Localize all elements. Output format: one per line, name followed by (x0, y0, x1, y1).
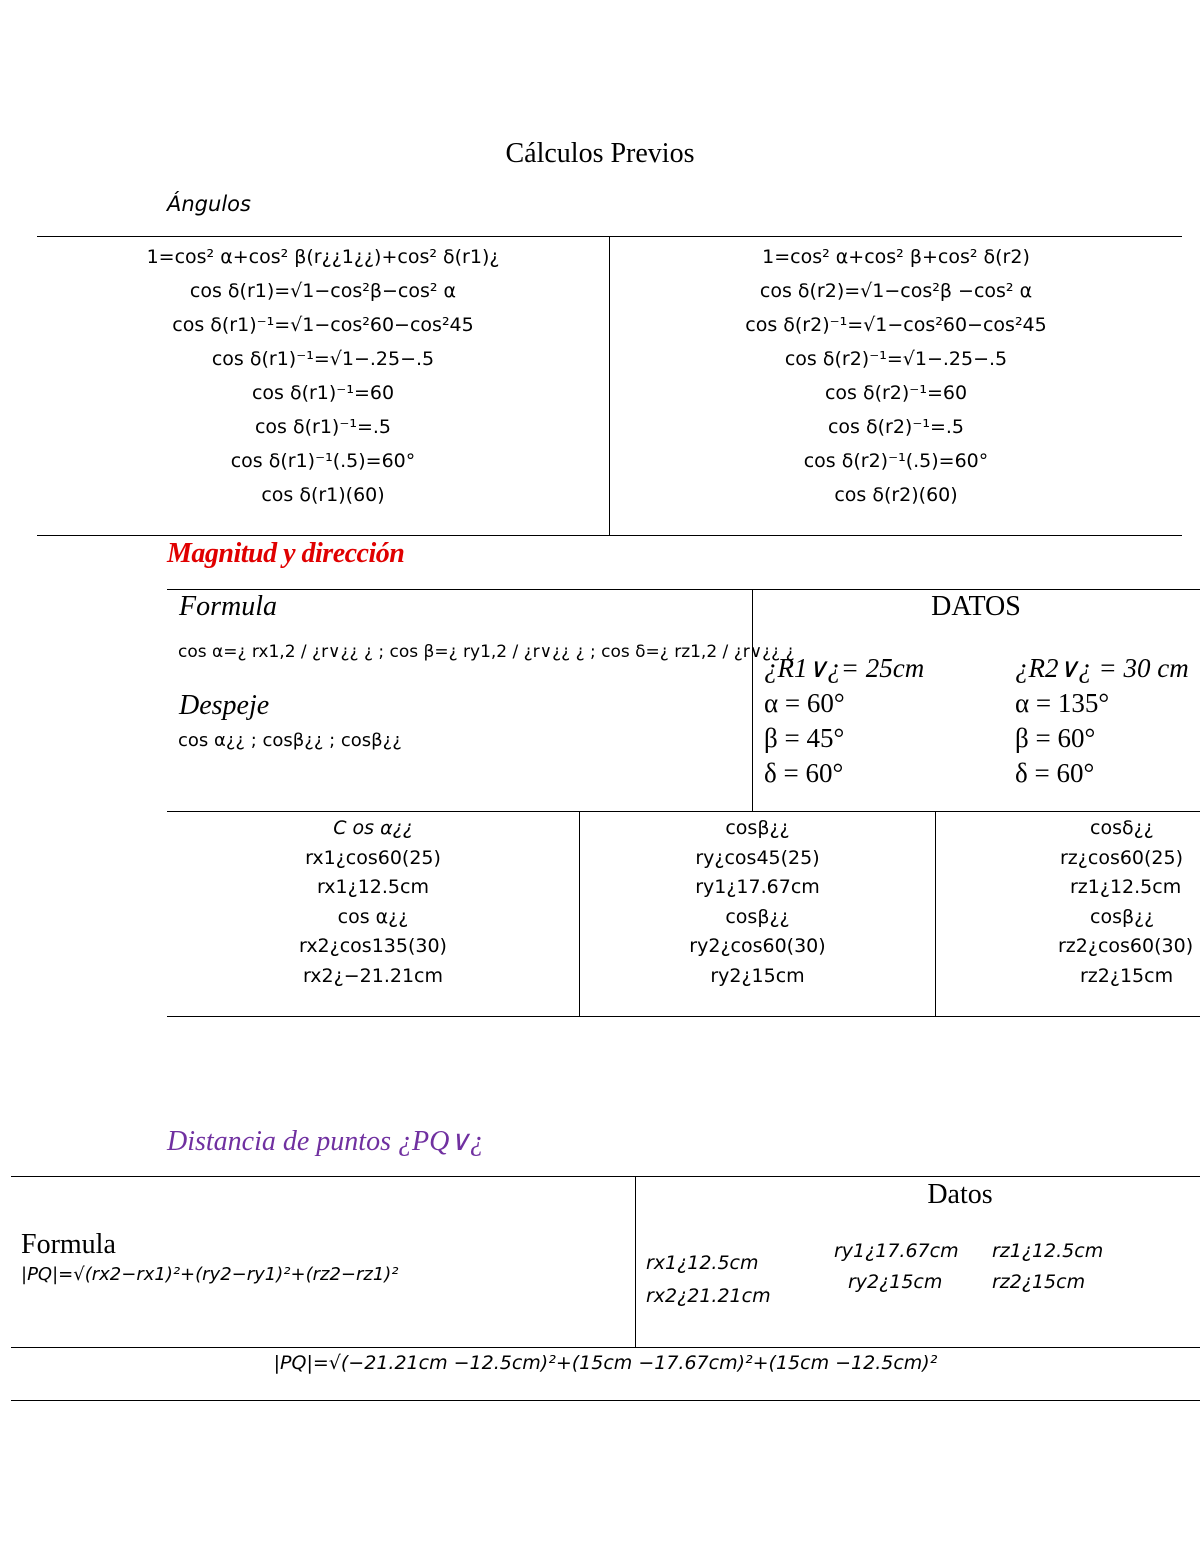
r2-magnitude: ¿R2∨¿ = 30 cm (1015, 653, 1189, 683)
dist-y1: ry1¿17.67cm (834, 1240, 959, 1262)
angle-eq-5: cos δ(r2)⁻¹=60 (824, 382, 968, 404)
angle-eq-2: cos δ(r2)=√1−cos²β −cos² α (759, 280, 1033, 302)
dist-datos-y (834, 1236, 959, 1298)
magnitud-table-top-rule (167, 589, 1200, 590)
z-line-6: rz2¿15cm (1080, 964, 1174, 987)
components-table-bottom-rule (167, 1016, 1200, 1017)
r1-beta: β = 45° (764, 723, 845, 753)
despeje-line: cos α¿¿ ; cosβ¿¿ ; cosβ¿¿ (178, 730, 402, 751)
z-line-1: cosδ¿¿ (1090, 817, 1154, 839)
y-line-5: ry2¿cos60(30) (689, 935, 826, 957)
formula-label: Formula (179, 591, 277, 622)
angles-table-bottom-rule (37, 535, 1182, 536)
components-divider-2 (935, 811, 936, 1017)
angle-eq-8: cos δ(r1)(60) (261, 484, 385, 506)
y-line-3: ry1¿17.67cm (695, 876, 820, 898)
y-line-6: ry2¿15cm (710, 964, 805, 987)
r2-delta: δ = 60° (1015, 758, 1095, 788)
x-line-6: rx2¿−21.21cm (303, 964, 443, 987)
dist-formula-label: Formula (21, 1229, 116, 1260)
angles-right-column (610, 240, 1182, 512)
components-x-column (167, 814, 579, 991)
dist-z1: rz1¿12.5cm (992, 1240, 1104, 1262)
x-line-3: rx1¿12.5cm (317, 876, 429, 898)
y-line-1: cosβ¿¿ (725, 817, 790, 839)
angle-eq-6: cos δ(r1)⁻¹=.5 (254, 416, 392, 438)
angle-eq-1: 1=cos² α+cos² β+cos² δ(r2) (762, 246, 1030, 268)
dist-formula: |PQ|=√(rx2−rx1)²+(ry2−ry1)²+(rz2−rz1)² (21, 1264, 399, 1285)
angle-eq-4: cos δ(r1)⁻¹=√1−.25−.5 (211, 348, 435, 370)
r1-magnitude: ¿R1∨¿= 25cm (764, 653, 925, 683)
x-line-2: rx1¿cos60(25) (305, 846, 441, 869)
dist-datos-x (646, 1247, 771, 1313)
z-line-2: rz¿cos60(25) (1060, 846, 1184, 869)
y-line-4: cosβ¿¿ (725, 905, 790, 928)
x-line-1: C os α¿¿ (333, 817, 413, 839)
dist-x1: rx1¿12.5cm (646, 1252, 759, 1274)
distancia-table-top-rule (11, 1176, 1200, 1177)
z-line-3: rz1¿12.5cm (1070, 876, 1182, 898)
page-title: Cálculos Previos (505, 138, 695, 169)
angle-eq-1: 1=cos² α+cos² β(r¿¿1¿¿)+cos² δ(r1)¿ (146, 246, 500, 268)
dist-datos-z (992, 1236, 1103, 1298)
dist-z2: rz2¿15cm (992, 1271, 1086, 1293)
components-table-top-rule (167, 811, 1200, 812)
angle-eq-6: cos δ(r2)⁻¹=.5 (827, 416, 965, 438)
angle-eq-8: cos δ(r2)(60) (834, 484, 958, 506)
despeje-label: Despeje (179, 690, 270, 721)
dist-result-top-rule (11, 1347, 1200, 1348)
z-line-5: rz2¿cos60(30) (1058, 935, 1194, 957)
angle-eq-3: cos δ(r2)⁻¹=√1−cos²60−cos²45 (745, 314, 1047, 336)
magnitud-heading: Magnitud y dirección (167, 538, 405, 569)
datos-r1 (764, 651, 924, 791)
r2-beta: β = 60° (1015, 723, 1096, 753)
angle-eq-4: cos δ(r2)⁻¹=√1−.25−.5 (784, 348, 1008, 370)
components-y-column (580, 814, 935, 991)
distancia-divider (635, 1176, 636, 1348)
angle-eq-7: cos δ(r2)⁻¹(.5)=60° (803, 450, 989, 472)
z-line-4: cosβ¿¿ (1090, 905, 1155, 928)
dist-x2: rx2¿21.21cm (646, 1285, 771, 1307)
dist-result-bottom-rule (11, 1400, 1200, 1401)
r2-alpha: α = 135° (1015, 688, 1110, 718)
datos-r2 (1015, 651, 1189, 791)
angulos-label: Ángulos (167, 192, 251, 216)
x-line-4: cos α¿¿ (337, 905, 409, 928)
distancia-heading: Distancia de puntos ¿PQ∨¿ (167, 1126, 484, 1157)
dist-y2: ry2¿15cm (848, 1271, 943, 1293)
angle-eq-5: cos δ(r1)⁻¹=60 (251, 382, 395, 404)
datos-title: DATOS (931, 591, 1021, 622)
r1-alpha: α = 60° (764, 688, 845, 718)
angles-left-column (37, 240, 609, 512)
dist-datos-title: Datos (927, 1179, 993, 1210)
components-z-column (1040, 814, 1200, 991)
angle-eq-2: cos δ(r1)=√1−cos²β−cos² α (189, 280, 457, 302)
x-line-5: rx2¿cos135(30) (299, 935, 447, 957)
angle-eq-3: cos δ(r1)⁻¹=√1−cos²60−cos²45 (172, 314, 474, 336)
y-line-2: ry¿cos45(25) (695, 846, 820, 869)
r1-delta: δ = 60° (764, 758, 844, 788)
dist-result: |PQ|=√(−21.21cm −12.5cm)²+(15cm −17.67cm)²+(15cm −12.5cm)² (273, 1352, 938, 1374)
formula-line: cos α=¿ rx1,2 / ¿r∨¿¿ ¿ ; cos β=¿ ry1,2 / ¿r∨¿¿ ¿ ; cos δ=¿ rz1,2 / ¿r∨¿¿ ¿ (178, 642, 795, 662)
angle-eq-7: cos δ(r1)⁻¹(.5)=60° (230, 450, 416, 472)
